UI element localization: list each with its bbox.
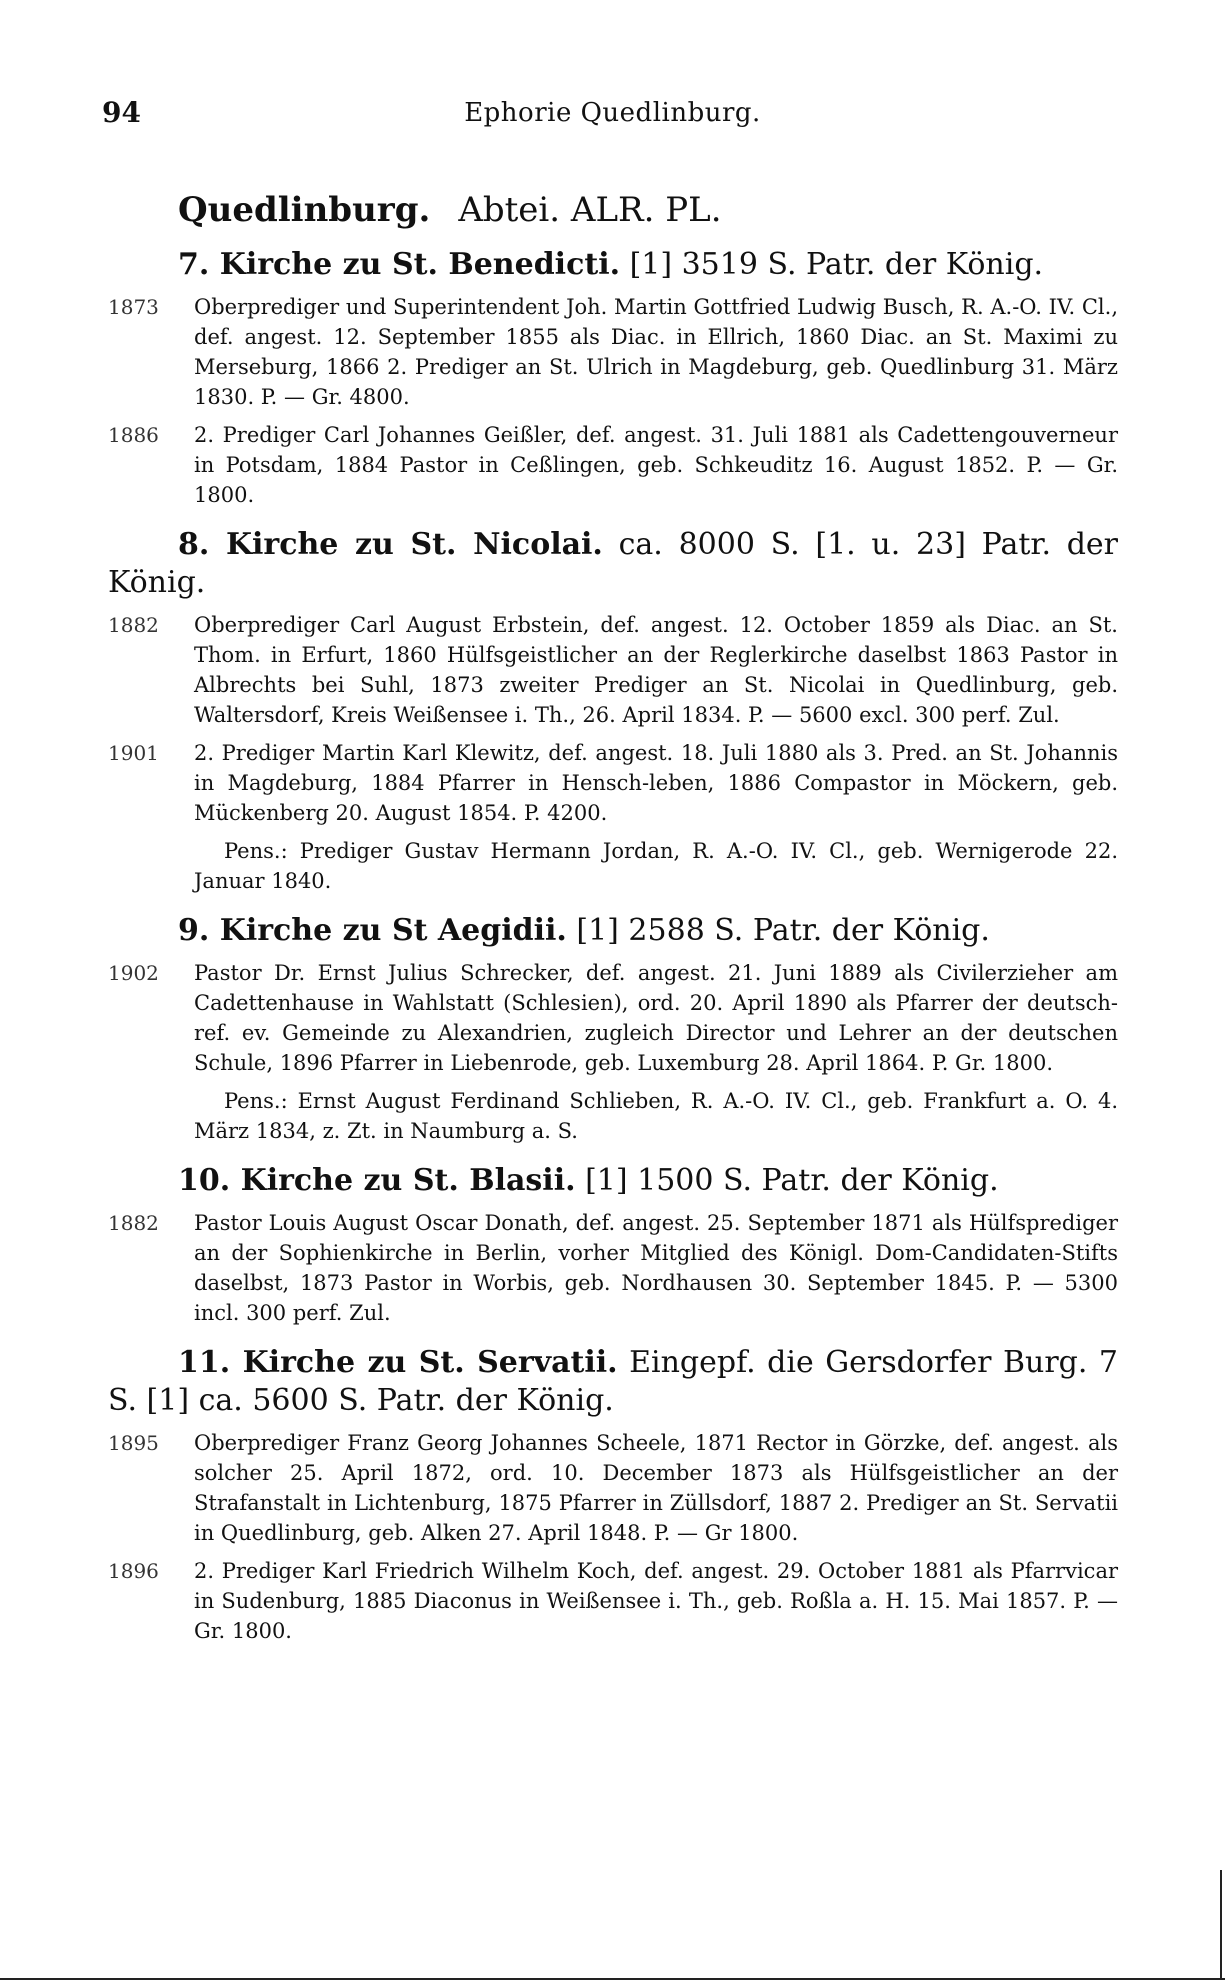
church-details: [1] 2588 S. Patr. der König.: [566, 913, 990, 948]
clergy-entry: [108, 292, 1118, 412]
entry-text: 2. Prediger Karl Friedrich Wilhelm Koch, def. angest. 29. October 1881 als Pfarrvicar in Sudenburg, 1885 Diaconus in Weißensee i. Th., geb. Roßla a. H. 15. Mai 1857. P. — Gr. 1800.: [194, 1559, 1118, 1643]
entry-year: 1896: [108, 1559, 159, 1583]
church-heading: [108, 912, 1118, 950]
church-section: [108, 912, 1118, 1146]
pension-note: Pens.: Ernst August Ferdinand Schlieben, R. A.-O. IV. Cl., geb. Frankfurt a. O. 4. März 1834, z. Zt. in Naumburg a. S.: [194, 1089, 1118, 1143]
place-heading: [178, 190, 1118, 230]
entry-text: 2. Prediger Martin Karl Klewitz, def. angest. 18. Juli 1880 als 3. Pred. an St. Johannis in Magdeburg, 1884 Pfarrer in Hensch-leben, 1886 Compastor in Möckern, geb. Mückenberg 20. August 1854. P. 4200.: [194, 741, 1118, 825]
entry-text: Pastor Louis August Oscar Donath, def. angest. 25. September 1871 als Hülfsprediger an der Sophienkirche in Berlin, vorher Mitglied des Königl. Dom-Candidaten-Stifts daselbst, 1873 Pastor in Worbis, geb. Nordhausen 30. September 1845. P. — 5300 incl. 300 perf. Zul.: [194, 1211, 1118, 1325]
church-section: [108, 246, 1118, 510]
place-name: Quedlinburg.: [178, 190, 431, 230]
church-name: 9. Kirche zu St Aegidii.: [178, 913, 567, 948]
entry-year: 1882: [108, 1211, 159, 1235]
church-name: 11. Kirche zu St. Servatii.: [178, 1345, 618, 1380]
clergy-entry: [108, 1208, 1118, 1328]
entry-text: Oberprediger Carl August Erbstein, def. angest. 12. October 1859 als Diac. an St. Thom. in Erfurt, 1860 Hülfsgeistlicher an der Reglerkirche daselbst 1863 Pastor in Albrechts bei Suhl, 1873 zweiter Prediger an St. Nicolai in Quedlinburg, geb. Waltersdorf, Kreis Weißensee i. Th., 26. April 1834. P. — 5600 excl. 300 perf. Zul.: [194, 613, 1118, 727]
entry-year: 1886: [108, 423, 159, 447]
scan-edge-line: [1220, 1870, 1222, 1978]
running-title: Ephorie Quedlinburg.: [464, 98, 761, 128]
church-section: [108, 1162, 1118, 1328]
entry-year: 1895: [108, 1431, 159, 1455]
entry-text: 2. Prediger Carl Johannes Geißler, def. angest. 31. Juli 1881 als Cadettengouverneur in Potsdam, 1884 Pastor in Ceßlingen, geb. Schkeuditz 16. August 1852. P. — Gr. 1800.: [194, 423, 1118, 507]
church-details: ca. 8000 S. [1. u. 23] Patr. der König.: [108, 527, 1119, 600]
place-abbreviations: Abtei. ALR. PL.: [458, 190, 722, 230]
church-details: [1] 1500 S. Patr. der König.: [575, 1163, 999, 1198]
church-heading: [108, 1344, 1118, 1420]
clergy-entry: [108, 420, 1118, 510]
clergy-entry: [108, 738, 1118, 828]
church-name: 7. Kirche zu St. Benedicti.: [178, 247, 621, 282]
entry-year: 1882: [108, 613, 159, 637]
church-heading: [108, 526, 1118, 602]
entry-year: 1901: [108, 741, 159, 765]
church-details: [1] 3519 S. Patr. der König.: [620, 247, 1044, 282]
entry-text: Pastor Dr. Ernst Julius Schrecker, def. angest. 21. Juni 1889 als Civilerzieher am Cadettenhause in Wahlstatt (Schlesien), ord. 20. April 1890 als Pfarrer der deutsch-ref. ev. Gemeinde zu Alexandrien, zugleich Director und Lehrer an der deutschen Schule, 1896 Pfarrer in Liebenrode, geb. Luxemburg 28. April 1864. P. Gr. 1800.: [194, 961, 1118, 1075]
entry-text: Oberprediger und Superintendent Joh. Martin Gottfried Ludwig Busch, R. A.-O. IV. Cl., def. angest. 12. September 1855 als Diac. in Ellrich, 1860 Diac. an St. Maximi zu Merseburg, 1866 2. Prediger an St. Ulrich in Magdeburg, geb. Quedlinburg 31. März 1830. P. — Gr. 4800.: [194, 295, 1118, 409]
running-head: [0, 96, 1225, 136]
church-section: [108, 1344, 1118, 1646]
page-body: [108, 180, 1118, 1654]
church-name: 10. Kirche zu St. Blasii.: [178, 1163, 576, 1198]
entry-year: 1902: [108, 961, 159, 985]
entry-year: 1873: [108, 295, 159, 319]
church-heading: [108, 246, 1118, 284]
church-name: 8. Kirche zu St. Nicolai.: [178, 527, 603, 562]
pension-note: Pens.: Prediger Gustav Hermann Jordan, R. A.-O. IV. Cl., geb. Wernigerode 22. Januar 1840.: [194, 839, 1118, 893]
church-details: Eingepf. die Gersdorfer Burg. 7 S. [1] ca. 5600 S. Patr. der König.: [108, 1345, 1119, 1418]
church-section: [108, 526, 1118, 896]
clergy-entry: [108, 610, 1118, 730]
entry-text: Oberprediger Franz Georg Johannes Scheele, 1871 Rector in Görzke, def. angest. als solcher 25. April 1872, ord. 10. December 1873 als Hülfsgeistlicher an der Strafanstalt in Lichtenburg, 1875 Pfarrer in Züllsdorf, 1887 2. Prediger an St. Servatii in Quedlinburg, geb. Alken 27. April 1848. P. — Gr 1800.: [194, 1431, 1118, 1545]
clergy-entry: [108, 1428, 1118, 1548]
clergy-entry: [108, 1556, 1118, 1646]
page-number: 94: [102, 96, 141, 129]
scan-edge-line: [0, 1978, 1225, 1980]
church-heading: [108, 1162, 1118, 1200]
clergy-entry: [108, 958, 1118, 1078]
